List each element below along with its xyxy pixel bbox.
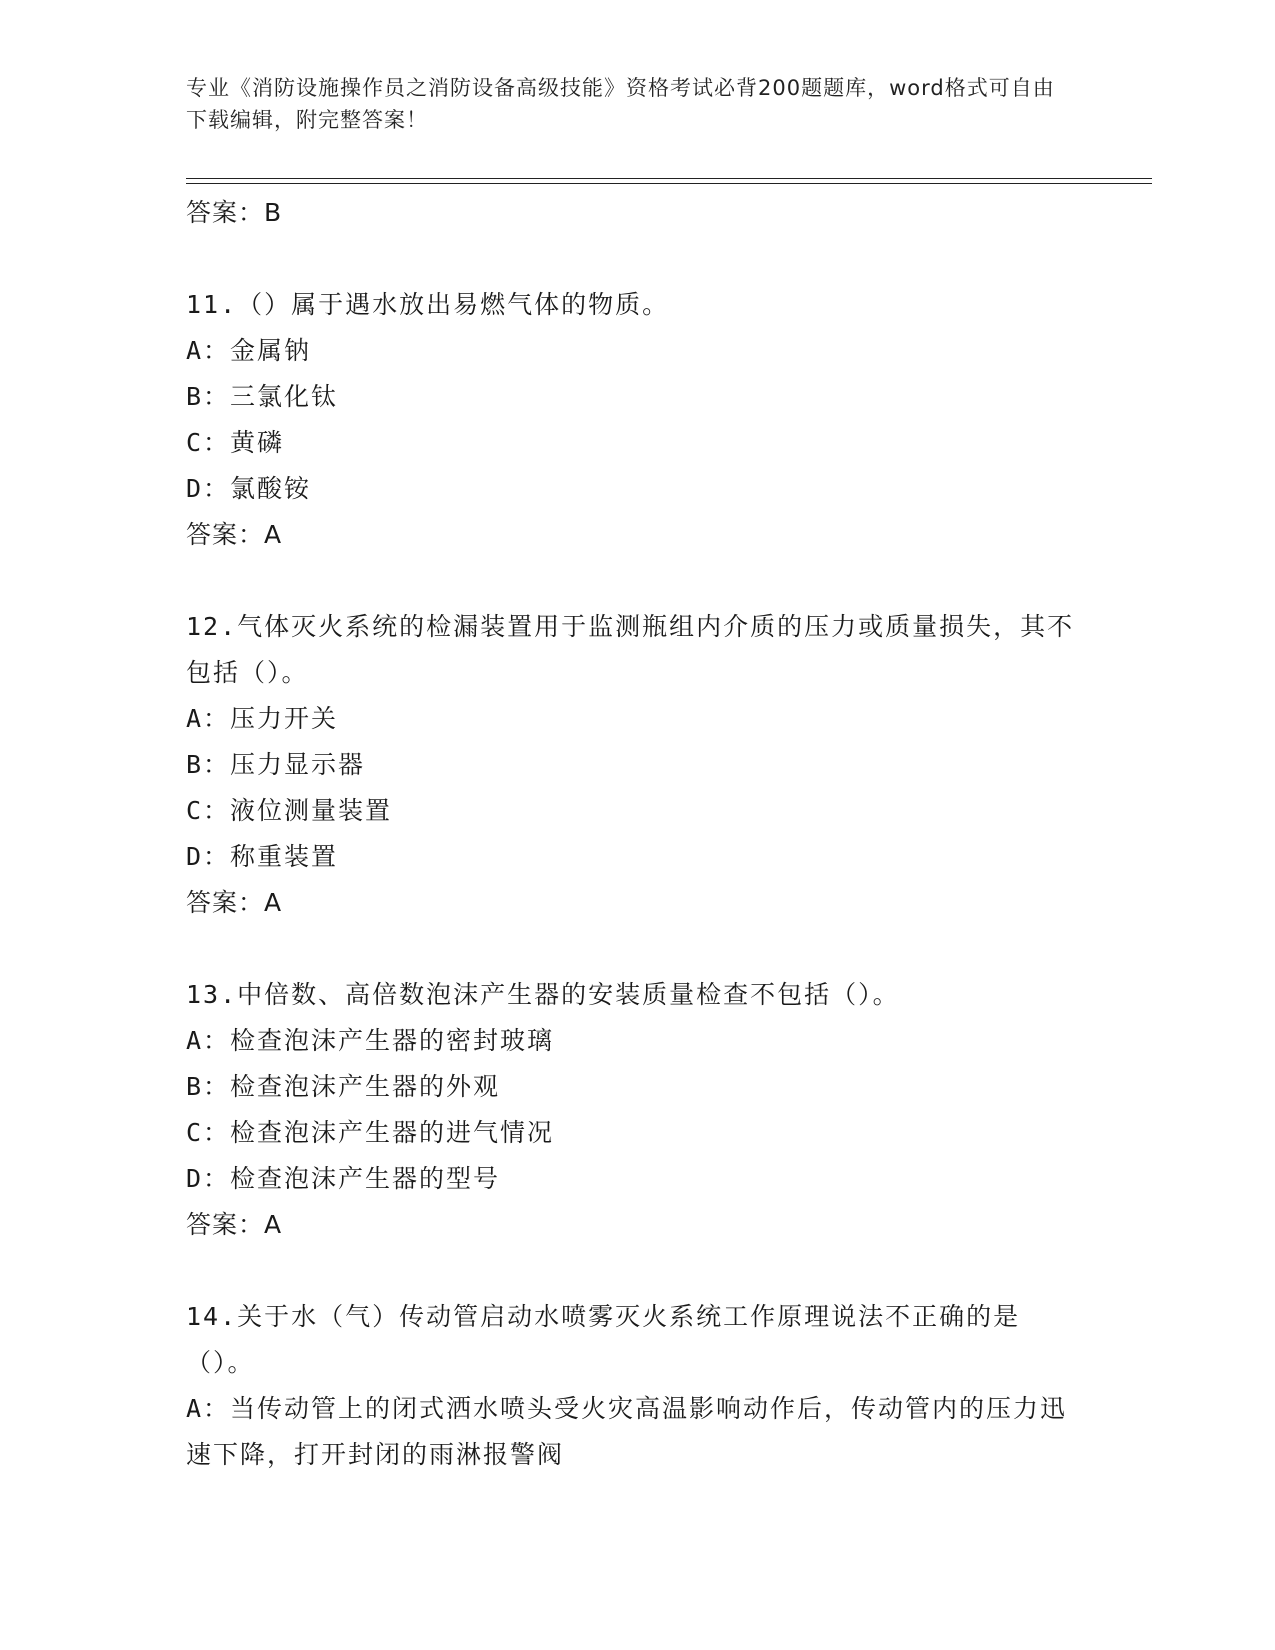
header-rule-bottom: [186, 183, 1152, 184]
header-rule-top: [186, 178, 1152, 179]
option-d: D：称重装置: [186, 842, 339, 871]
spacer: [186, 1248, 1086, 1294]
option-b: B：压力显示器: [186, 750, 366, 779]
spacer: [186, 558, 1086, 604]
question-answer: 答案：A: [186, 1210, 283, 1239]
spacer: [186, 236, 1086, 282]
option-c: C：黄磷: [186, 428, 285, 457]
document-header: [186, 72, 1066, 136]
option-c: C：液位测量装置: [186, 796, 393, 825]
question-stem: 12.气体灭火系统的检漏装置用于监测瓶组内介质的压力或质量损失，其不包括（）。: [186, 612, 1075, 687]
option-a: A：金属钠: [186, 336, 312, 365]
question-answer: 答案：A: [186, 888, 283, 917]
question-11: [186, 282, 1086, 558]
question-stem: 13.中倍数、高倍数泡沫产生器的安装质量检查不包括（）。: [186, 980, 900, 1009]
option-d: D：氯酸铵: [186, 474, 312, 503]
header-title: 专业《消防设施操作员之消防设备高级技能》资格考试必背200题题库，word格式可自由下载编辑，附完整答案！: [186, 76, 1055, 132]
question-12: [186, 604, 1086, 926]
option-a: A：当传动管上的闭式洒水喷头受火灾高温影响动作后，传动管内的压力迅速下降，打开封闭的雨淋报警阀: [186, 1394, 1068, 1469]
option-b: B：检查泡沫产生器的外观: [186, 1072, 501, 1101]
option-a: A：压力开关: [186, 704, 339, 733]
question-13: [186, 972, 1086, 1248]
question-stem: 14.关于水（气）传动管启动水喷雾灭火系统工作原理说法不正确的是（）。: [186, 1302, 1021, 1377]
question-stem: 11.（）属于遇水放出易燃气体的物质。: [186, 290, 670, 319]
question-answer: 答案：A: [186, 520, 283, 549]
option-c: C：检查泡沫产生器的进气情况: [186, 1118, 555, 1147]
question-14: [186, 1294, 1086, 1478]
option-b: B：三氯化钛: [186, 382, 339, 411]
option-d: D：检查泡沫产生器的型号: [186, 1164, 501, 1193]
spacer: [186, 926, 1086, 972]
previous-answer: 答案：B: [186, 198, 283, 227]
option-a: A：检查泡沫产生器的密封玻璃: [186, 1026, 555, 1055]
question-list: [186, 190, 1086, 1478]
